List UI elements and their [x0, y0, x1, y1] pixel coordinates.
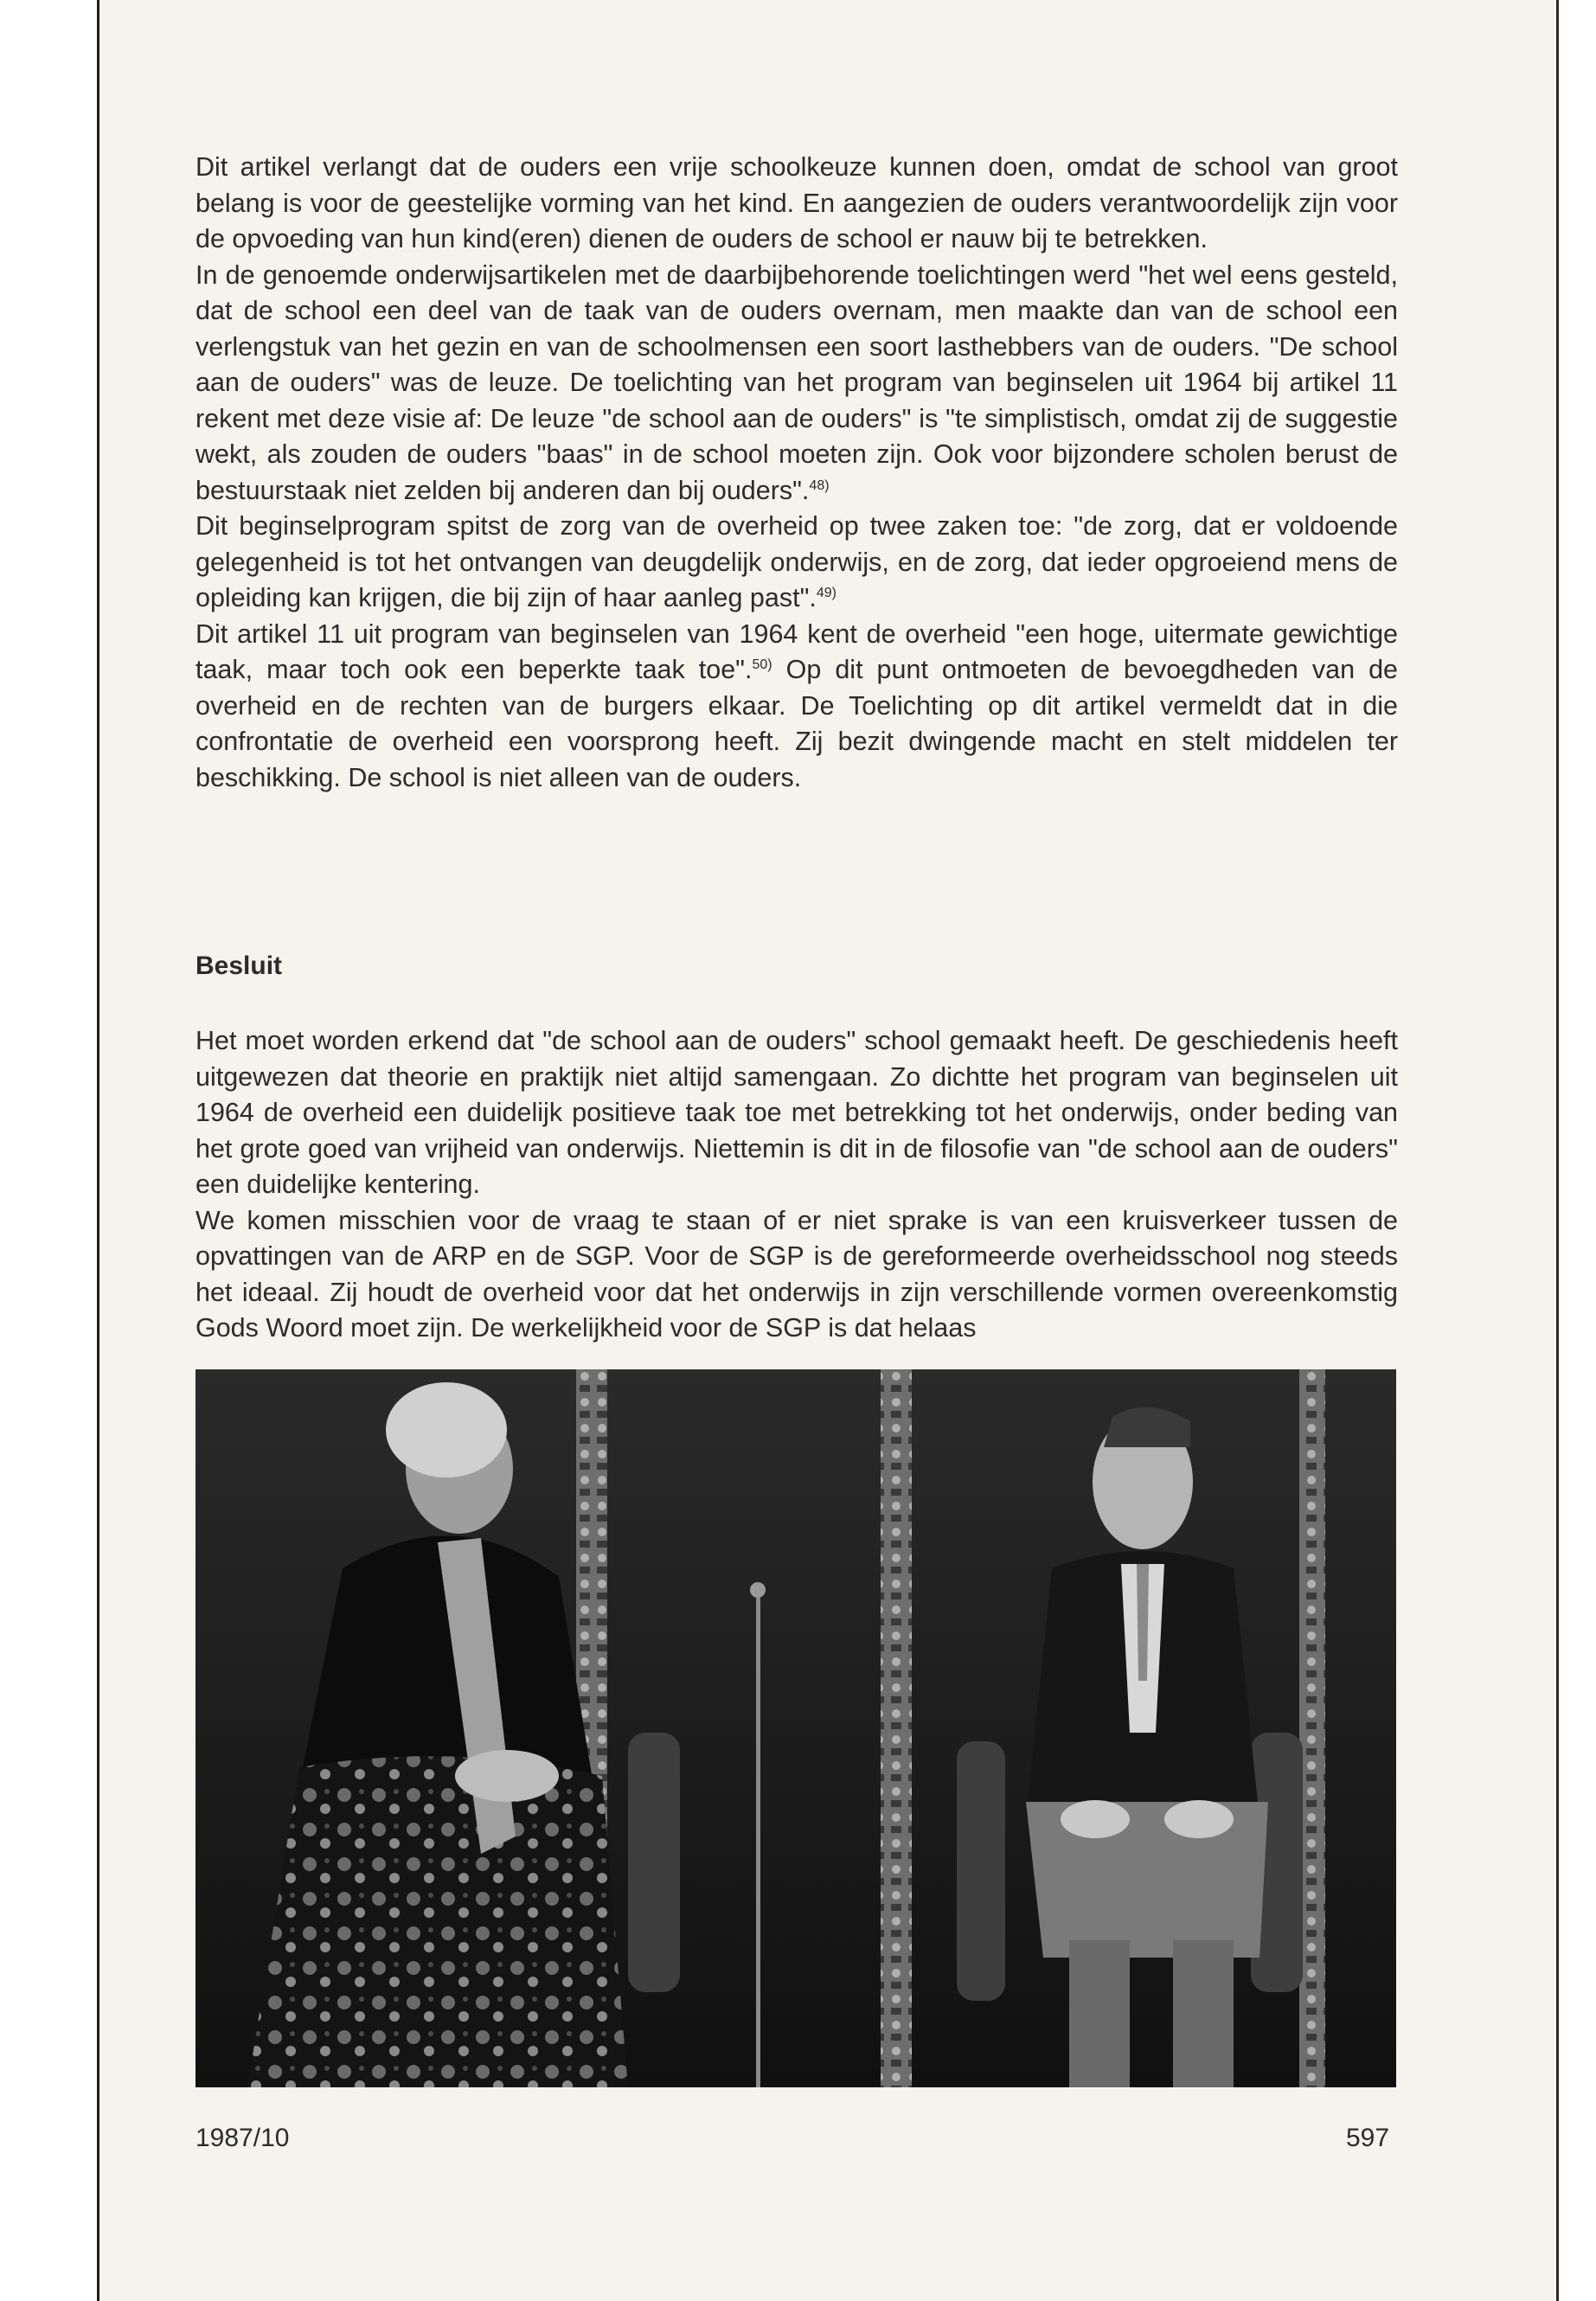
footnote-ref: 50): [752, 657, 772, 672]
paragraph-text: Dit beginselprogram spitst de zorg van de overheid op twee zaken toe: "de zorg, dat er voldoende gelegenheid is tot het ontvangen van deugdelijk onderwijs, en de zorg, dat ieder opgroeiend mens de opleiding kan krijgen, die bij zijn of haar aanleg past".: [195, 511, 1398, 612]
issue-label: 1987/10: [195, 2124, 290, 2152]
footnote-ref: 49): [816, 585, 836, 600]
throne-pillar: [881, 1369, 912, 2087]
paragraph: We komen misschien voor de vraag te staan of er niet sprake is van een kruisverkeer tussen de opvattingen van de ARP en de SGP. Voor de SGP is de gereformeerde overheidsschool nog steeds het ideaal. Zij houdt de overheid voor dat het onderwijs in zijn verschillende vormen overeenkomstig Gods Woord moet zijn. De werkelijkheid voor de SGP is dat helaas: [195, 1205, 1398, 1343]
footnote-ref: 48): [809, 478, 830, 493]
body-text-bottom: [195, 1023, 1398, 1347]
paragraph-text: In de genoemde onderwijsartikelen met de daarbijbehorende toelichtingen werd "het wel eens gesteld, dat de school een deel van de taak van de ouders overnam, men maakte dan van de school een verlengstuk van het gezin en van de schoolmensen een soort lasthebbers van de ouders. "De school aan de ouders" was de leuze. De toelichting van het program van beginselen uit 1964 bij artikel 11 rekent met deze visie af: De leuze "de school aan de ouders" is "te simplistisch, omdat zij de suggestie wekt, als zouden de ouders "baas" in de school moeten zijn. Ook voor bijzondere scholen berust de bestuurstaak niet zelden bij anderen dan bij ouders".: [195, 260, 1398, 505]
paragraph: Dit artikel verlangt dat de ouders een vrije schoolkeuze kunnen doen, omdat de school van groot belang is voor de geestelijke vorming van het kind. En aangezien de ouders verantwoordelijk zijn voor de opvoeding van hun kind(eren) dienen de ouders de school er nauw bij te betrekken.: [195, 152, 1398, 253]
body-text-top: [195, 150, 1398, 796]
paragraph-text: Dit artikel 11 uit program van beginselen van 1964 kent de overheid "een hoge, uitermate gewichtige taak, maar toch ook een beperkte taak toe".: [195, 619, 1398, 684]
section-heading: Besluit: [195, 952, 283, 980]
photograph: [195, 1369, 1396, 2087]
throne-pillar: [1299, 1369, 1325, 2087]
paragraph: [195, 509, 1398, 617]
paragraph-text: Op dit punt ontmoeten de bevoegdheden van de overheid en de rechten van de burgers elkaar. De Toelichting op dit artikel vermeldt dat in die confrontatie de overheid een voorsprong heeft. Zij bezit dwingende macht en stelt middelen ter beschikking. De school is niet alleen van de ouders.: [195, 655, 1398, 792]
paragraph: Het moet worden erkend dat "de school aan de ouders" school gemaakt heeft. De geschiedenis heeft uitgewezen dat theorie en praktijk niet altijd samengaan. Zo dichtte het program van beginselen uit 1964 de overheid een duidelijk positieve taak toe met betrekking tot het onderwijs, onder beding van het grote goed van vrijheid van onderwijs. Niettemin is dit in de filosofie van "de school aan de ouders" een duidelijke kentering.: [195, 1026, 1398, 1199]
page-number: 597: [1346, 2124, 1390, 2152]
paragraph: [195, 617, 1398, 797]
paragraph: [195, 258, 1398, 510]
